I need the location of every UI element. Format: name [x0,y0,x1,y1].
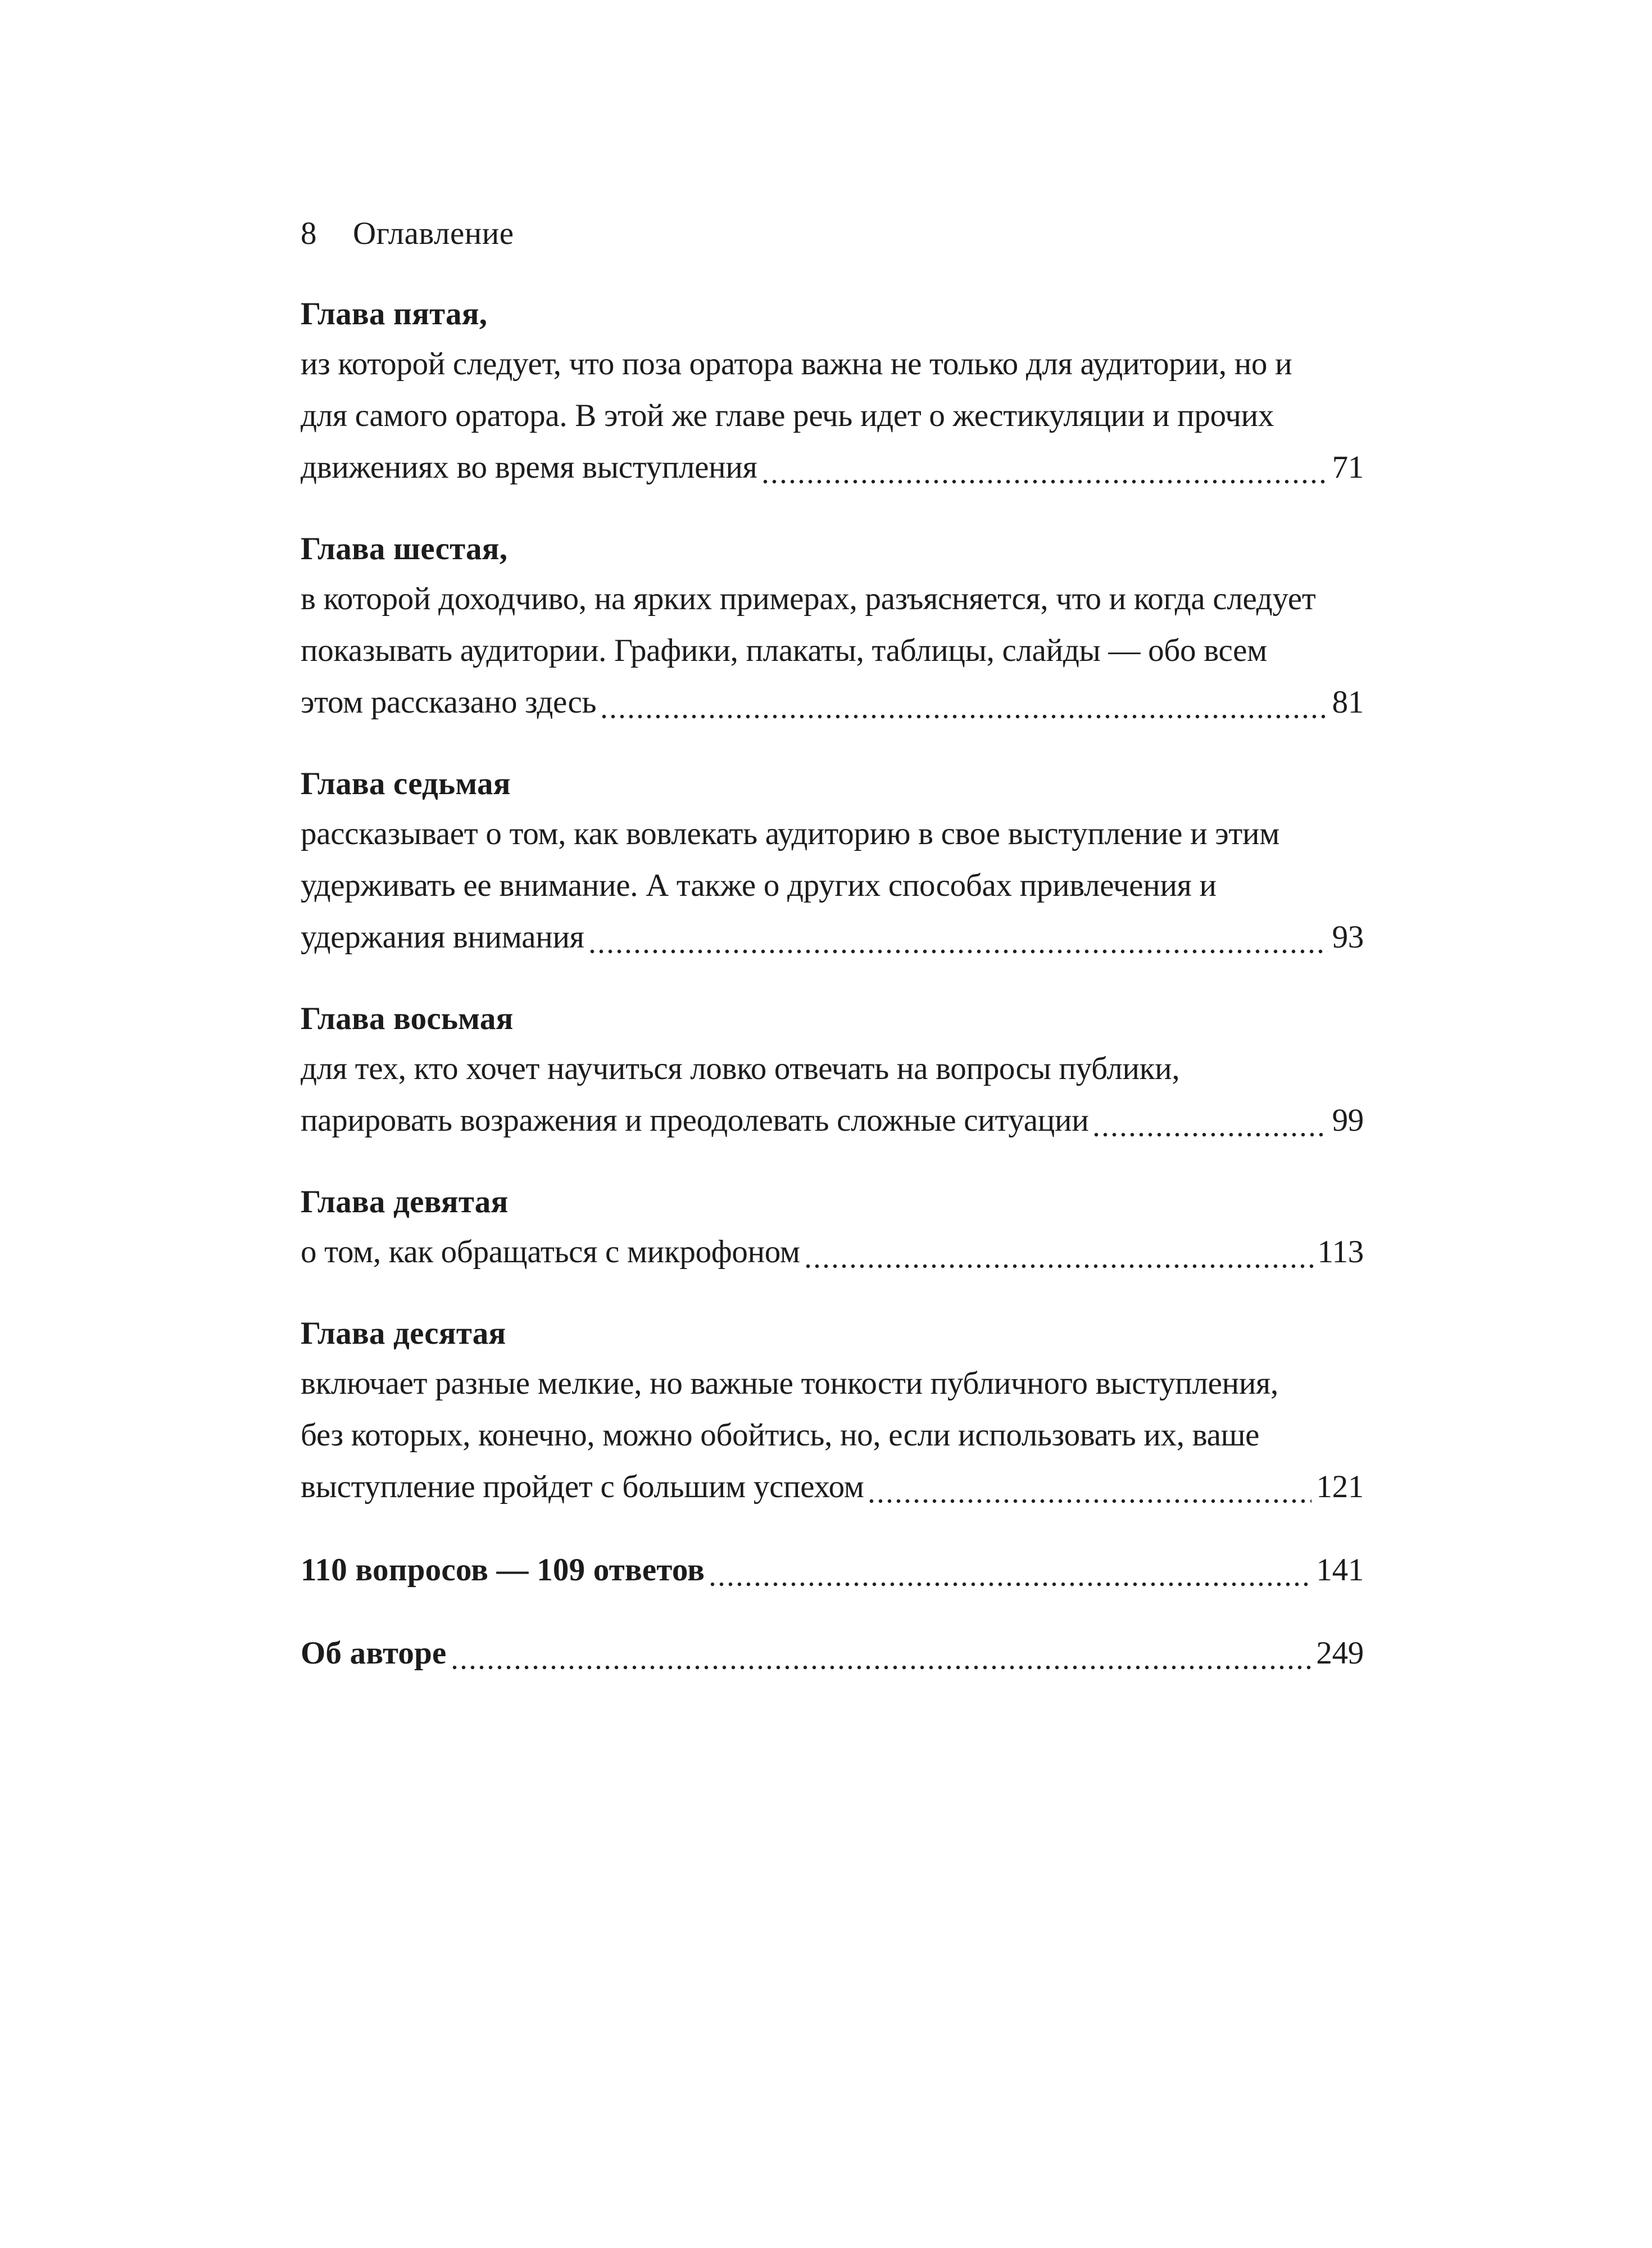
entry-last-line-text: удержания внимания [301,919,584,955]
entry-page-number: 121 [1316,1469,1364,1504]
toc-content [301,208,1364,1711]
entry-line: для тех, кто хочет научиться ловко отвечать на вопросы публики, [301,1051,1180,1086]
entry-last-line [301,1226,1364,1278]
toc-entry [301,760,1364,963]
dot-leader [1094,1132,1327,1137]
entry-title: Глава девятая [301,1184,509,1220]
toc-entry [301,1628,1364,1679]
entry-page-number: 113 [1317,1234,1364,1270]
entry-line: показывать аудитории. Графики, плакаты, таблицы, слайды — обо всем [301,633,1267,668]
entry-line: удерживать ее внимание. А также о других способах привлечения и [301,868,1217,903]
toc-entry [301,1309,1364,1513]
entry-title: Глава седьмая [301,766,511,801]
entry-last-line-text: движениях во время выступления [301,450,757,485]
entry-last-line-text: выступление пройдет с большим успехом [301,1469,864,1504]
entry-last-line [301,1544,1364,1596]
entry-page-number: 93 [1332,919,1364,955]
entry-title-inline: 110 вопросов — 109 ответов [301,1552,705,1588]
entry-title: Глава восьмая [301,1001,514,1036]
entry-page-number: 141 [1316,1552,1364,1588]
entry-title-inline: Об авторе [301,1635,447,1671]
entry-last-line [301,912,1364,963]
dot-leader [602,714,1327,719]
entry-last-line [301,677,1364,728]
toc-entry [301,1544,1364,1596]
dot-leader [710,1582,1311,1587]
entry-title: Глава десятая [301,1316,506,1351]
entry-line: без которых, конечно, можно обойтись, но, если использовать их, ваше [301,1417,1260,1453]
dot-leader [806,1264,1313,1268]
entry-last-line [301,1461,1364,1513]
running-head-page-number: 8 [301,216,317,251]
dot-leader [763,479,1328,484]
entry-last-line [301,442,1364,493]
entry-title: Глава пятая, [301,296,488,332]
entry-title: Глава шестая, [301,531,508,566]
dot-leader [590,949,1328,954]
entry-last-line-text: этом рассказано здесь [301,685,597,720]
entry-line: для самого оратора. В этой же главе речь идет о жестикуляции и прочих [301,398,1274,433]
toc-entry [301,1178,1364,1278]
running-head [301,208,1364,260]
dot-leader [452,1665,1312,1670]
entry-line: в которой доходчиво, на ярких примерах, разъясняется, что и когда следует [301,581,1316,617]
dot-leader [869,1499,1311,1503]
entry-page-number: 249 [1316,1635,1364,1671]
toc-entry [301,995,1364,1146]
entry-last-line-text: парировать возражения и преодолевать сложные ситуации [301,1103,1089,1138]
entry-page-number: 71 [1332,450,1364,485]
entry-page-number: 81 [1332,685,1364,720]
entry-last-line [301,1628,1364,1679]
toc-entry [301,290,1364,493]
entry-page-number: 99 [1332,1103,1364,1138]
entry-line: из которой следует, что поза оратора важна не только для аудитории, но и [301,346,1292,382]
entry-last-line-text: о том, как обращаться с микрофоном [301,1234,800,1270]
running-head-title: Оглавление [353,216,514,251]
entry-line: рассказывает о том, как вовлекать аудиторию в свое выступление и этим [301,816,1279,851]
toc-entry [301,525,1364,728]
entry-last-line [301,1095,1364,1146]
entry-line: включает разные мелкие, но важные тонкости публичного выступления, [301,1366,1278,1401]
